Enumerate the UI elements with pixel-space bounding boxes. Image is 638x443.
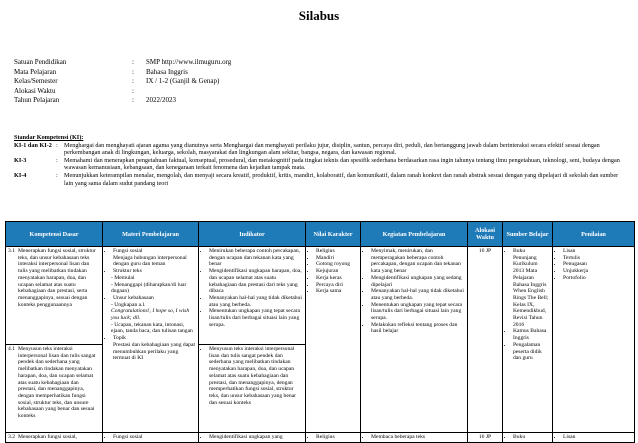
list-item: • Mengidentifikasi ungkapan yang sedang dipelajari — [371, 275, 465, 288]
list-item: • Menentukan ungkapan yang tepat secara lisan/tulis dari berbagai situasi lain yang serupa. — [209, 308, 303, 328]
list-item: • Gotong royong — [316, 261, 358, 268]
list-item: • Kerja sama — [316, 288, 358, 295]
table-header-row — [6, 222, 635, 247]
list-item: • Mengidentifikasi ungkapan harapan, doa, dan ucapan selamat atas suatu kebahagiaan dan prestasi dari teks yang dibaca — [209, 268, 303, 295]
list-item: - Ucapan, tekanan kata, intonasi, ejaan, tanda baca, dan tulisan tangan — [111, 321, 193, 335]
sumber-cell — [503, 247, 553, 433]
list-item: - Memulai — [111, 274, 135, 281]
meta-label: Alokasi Waktu — [14, 86, 56, 95]
kd-text: Menyusun teks interaksi interpersonal lisan dan tulis sangat pendek dan sederhana yang melibatkan tindakan menyatakan harapan, doa, dan ucapan selamat atas suatu kebahagiaan dan prestasi, dan menanggapinya, dengan memperhatikan fungsi sosial, struktur teks, dan unsure kebahasaan yang benar dan sesuai konteks — [18, 346, 96, 420]
list-item: • Topik Prestasi dan kebahagiaan yang dapat menumbuhkan perilaku yang termuat di KI — [113, 335, 196, 362]
col-header: Indikator — [199, 222, 306, 247]
meta-label: Satuan Pendidikan — [14, 58, 67, 66]
list-item: • Fungsi sosial Menjaga hubungan interpersonal dengan guru dan teman — [113, 248, 196, 268]
meta-row: Satuan Pendidikan : SMP http://www.ilmuguru.org — [14, 58, 232, 66]
ki-text: Memahami dan menerapkan pengetahuan faktual, konseptual, prosedural, dan metakognitif pada tingkat teknis dan spesifik sederhana berdasarkan rasa ingin tahunya tentang ilmu pengetahuan, teknologi, seni, budaya dengan wawasan kemanusiaan, kebangsaan, dan kenegaraan terkait fenomena dan kejadian tampak mata. — [64, 156, 620, 172]
list-item: • Menanyakan hal-hal yang tidak diketahui atau yang berbeda. — [371, 288, 465, 301]
ki-key: KI-4 — [14, 171, 27, 179]
col-header: Kegiatan Pembelajaran — [361, 222, 468, 247]
meta-value: Bahasa Inggris — [146, 67, 188, 76]
col-header: Alokasi Waktu — [468, 222, 503, 247]
meta-label: Kelas/Semester — [14, 77, 58, 86]
list-item: • Tertulis — [563, 255, 632, 262]
ki-row: KI-1 dan KI-2 : Menghargai dan menghayati ajaran agama yang dianutnya serta Menghargai dan menghayati perilaku jujur, disiplin, santun, percaya diri, peduli, dan bertanggung jawab dalam berinteraksi secara efektif sesuai dengan perkembangan anak di lingkungan, keluarga, sekolah, masyarakat dan lingkungan alam sekitar, bangsa, negara, dan kawasan regional. — [14, 142, 628, 157]
ki-key: KI-1 dan KI-2 — [14, 141, 52, 149]
penilaian-cell — [553, 247, 635, 433]
syllabus-table — [5, 221, 635, 443]
list-item: - Menanggapi (diharapkan/di luar dugaan) — [111, 281, 187, 295]
indicator-cell — [199, 345, 306, 433]
list-item: • Membaca beberapa teks — [371, 434, 465, 441]
ki-key: KI-3 — [14, 156, 27, 164]
meta-value: IX / 1-2 (Ganjil & Genap) — [146, 77, 220, 86]
list-item: • Unsur kebahasaan — [113, 295, 196, 302]
list-item: • Portofolio — [563, 275, 632, 282]
list-item: • Kejujuran — [316, 268, 358, 275]
col-header: Materi Pembelajaran — [103, 222, 199, 247]
list-item: • Kerja keras — [316, 275, 358, 282]
col-header: Sumber Belajar — [503, 222, 553, 247]
meta-value: 2022/2023 — [146, 96, 176, 105]
table-row: 3.2 Menerapkan fungsi sosial, • Fungsi sosial • Mengidentifikasi ungkapan yang • Religius • Membaca beberapa teks 16 JP • Buku • Lisan — [6, 433, 635, 443]
kd-cell: 3.2 Menerapkan fungsi sosial, — [6, 433, 103, 443]
materi-cell — [103, 247, 199, 433]
list-item: • Religius — [316, 434, 358, 441]
list-item: • Menyimak, menirukan, dan memperagakan beberapa contoh percakapan, dengan ucapan dan tekanan kata yang benar — [371, 248, 465, 275]
list-item: • Fungsi sosial — [113, 434, 196, 441]
identity-block — [14, 58, 231, 106]
kegiatan-cell — [361, 247, 468, 433]
list-item: • Penugasan — [563, 261, 632, 268]
meta-label: Mata Pelajaran — [14, 67, 57, 76]
list-item: • Percaya diri — [316, 282, 358, 289]
list-item: • Buku Penunjang Kurikulum 2013 Mata Pelajaran Bahasa Inggris When English Rings The Bell; Kelas IX, Kemendikbud, Revisi Tahun 2016 — [513, 248, 550, 328]
meta-label: Tahun Pelajaran — [14, 96, 60, 105]
kd-cell: 3.1 Menerapkan fungsi sosial, struktur teks, dan unsur kebahasaan teks interaksi interpersonal lisan dan tulis yang melibatkan tindakan menyatakan harapan, doa, dan ucapan selamat atas suatu kebahagiaan dan prestasi, serta menanggapinya, sesuai dengan konteks penggunaannya — [6, 247, 103, 345]
list-item: • Kamus Bahasa Inggris — [513, 328, 550, 341]
list-item: • Mandiri — [316, 255, 358, 262]
ki-text: Menghargai dan menghayati ajaran agama yang dianutnya serta Menghargai dan menghayati perilaku jujur, disiplin, santun, percaya diri, peduli, dan bertanggung jawab dalam berinteraksi secara efektif sesuai dengan perkembangan anak di lingkungan, keluarga, sekolah, masyarakat dan lingkungan alam sekitar, bangsa, negara, dan kawasan regional. — [64, 141, 600, 157]
indicator-cell — [199, 247, 306, 345]
list-item: • Lisan — [563, 248, 632, 255]
meta-row: Mata Pelajaran : Bahasa Inggris — [14, 67, 188, 76]
list-item: - Ungkapan a.l. Congratulations!, I hope so, I wish you luck; dll. — [111, 301, 190, 322]
alokasi-cell: 16 JP — [468, 247, 503, 433]
list-item: • Menanyakan hal-hal yang tidak diketahui atau yang berbeda. — [209, 295, 303, 308]
ki-text: Menunjukkan keterampilan menalar, mengolah, dan menyaji secara kreatif, produktif, kritis, mandiri, kolaboratif, dan komunikatif, dalam ranah konkret dan ranah abstrak sesuai dengan yang dipelajari di sekolah dan sumber lain yang sama dalam sudut pandang teori — [64, 171, 619, 187]
meta-value: SMP http://www.ilmuguru.org — [146, 58, 232, 66]
kd-text: Menerapkan fungsi sosial, struktur teks, dan unsur kebahasaan teks interaksi interpersonal lisan dan tulis yang melibatkan tindakan menyatakan harapan, doa, dan ucapan selamat atas suatu kebahagiaan dan prestasi, serta menanggapinya, sesuai dengan konteks penggunaannya — [18, 248, 96, 308]
list-item: • Buku — [513, 434, 550, 441]
nilai-cell — [306, 247, 361, 433]
col-header: Nilai Karakter — [306, 222, 361, 247]
list-item: • Lisan — [563, 434, 632, 441]
kd-cell: 4.1 Menyusun teks interaksi interpersonal lisan dan tulis sangat pendek dan sederhana yang melibatkan tindakan menyatakan harapan, doa, dan ucapan selamat atas suatu kebahagiaan dan prestasi, dan menanggapinya, dengan memperhatikan fungsi sosial, struktur teks, dan unsure kebahasaan yang benar dan sesuai konteks — [6, 345, 103, 433]
table-row — [6, 247, 635, 345]
ki-row: KI-3 : Memahami dan menerapkan pengetahuan faktual, konseptual, prosedural, dan metakognitif pada tingkat teknis dan spesifik sederhana berdasarkan rasa ingin tahunya tentang ilmu pengetahuan, teknologi, seni, budaya dengan wawasan kemanusiaan, kebangsaan, dan kenegaraan terkait fenomena dan kejadian tampak mata. — [14, 157, 628, 172]
meta-row: Alokasi Waktu : — [14, 86, 134, 95]
page-title: Silabus — [298, 8, 340, 23]
ki-row: KI-4 : Menunjukkan keterampilan menalar, mengolah, dan menyaji secara kreatif, produktif, kritis, mandiri, kolaboratif, dan komunikatif, dalam ranah konkret dan ranah abstrak sesuai dengan yang dipelajari di sekolah dan sumber lain yang sama dalam sudut pandang teori — [14, 172, 628, 187]
list-item: • Unjukkerja — [563, 268, 632, 275]
meta-row: Tahun Pelajaran : 2022/2023 — [14, 96, 176, 105]
meta-row: Kelas/Semester : IX / 1-2 (Ganjil & Genap) — [14, 77, 220, 86]
standard-heading: Standar Kompetensi (KI): — [14, 134, 84, 141]
list-item: • Menentukan ungkapan yang tepat secara lisan/tulis dari berbagai situasi lain yang serupa. — [371, 302, 465, 322]
col-header: Kompetensi Dasar — [6, 222, 103, 247]
list-item: • Mengidentifikasi ungkapan yang — [209, 434, 303, 441]
list-item: • Struktur teks — [113, 268, 196, 275]
standard-competence — [14, 134, 628, 187]
list-item: • Melakukan refleksi tentang proses dan hasil belajar — [371, 322, 465, 335]
list-item: • Pengalaman peserta didik dan guru — [513, 342, 550, 362]
col-header: Penilaian — [553, 222, 635, 247]
list-item: • Menirukan beberapa contoh percakapan, dengan ucapan dan tekanan kata yang benar — [209, 248, 303, 268]
list-item: • Religius — [316, 248, 358, 255]
list-item: • Menyusun teks interaksi interpersonal lisan dan tulis sangat pendek dan sederhana yang melibatkan tindakan menyatakan harapan, doa, dan ucapan selamat atas suatu kebahagiaan dan prestasi, dan menanggapinya, dengan memperhatikan fungsi sosial, struktur teks, dan unsur kebahasaan yang benar dan sesuai konteks — [209, 346, 303, 406]
